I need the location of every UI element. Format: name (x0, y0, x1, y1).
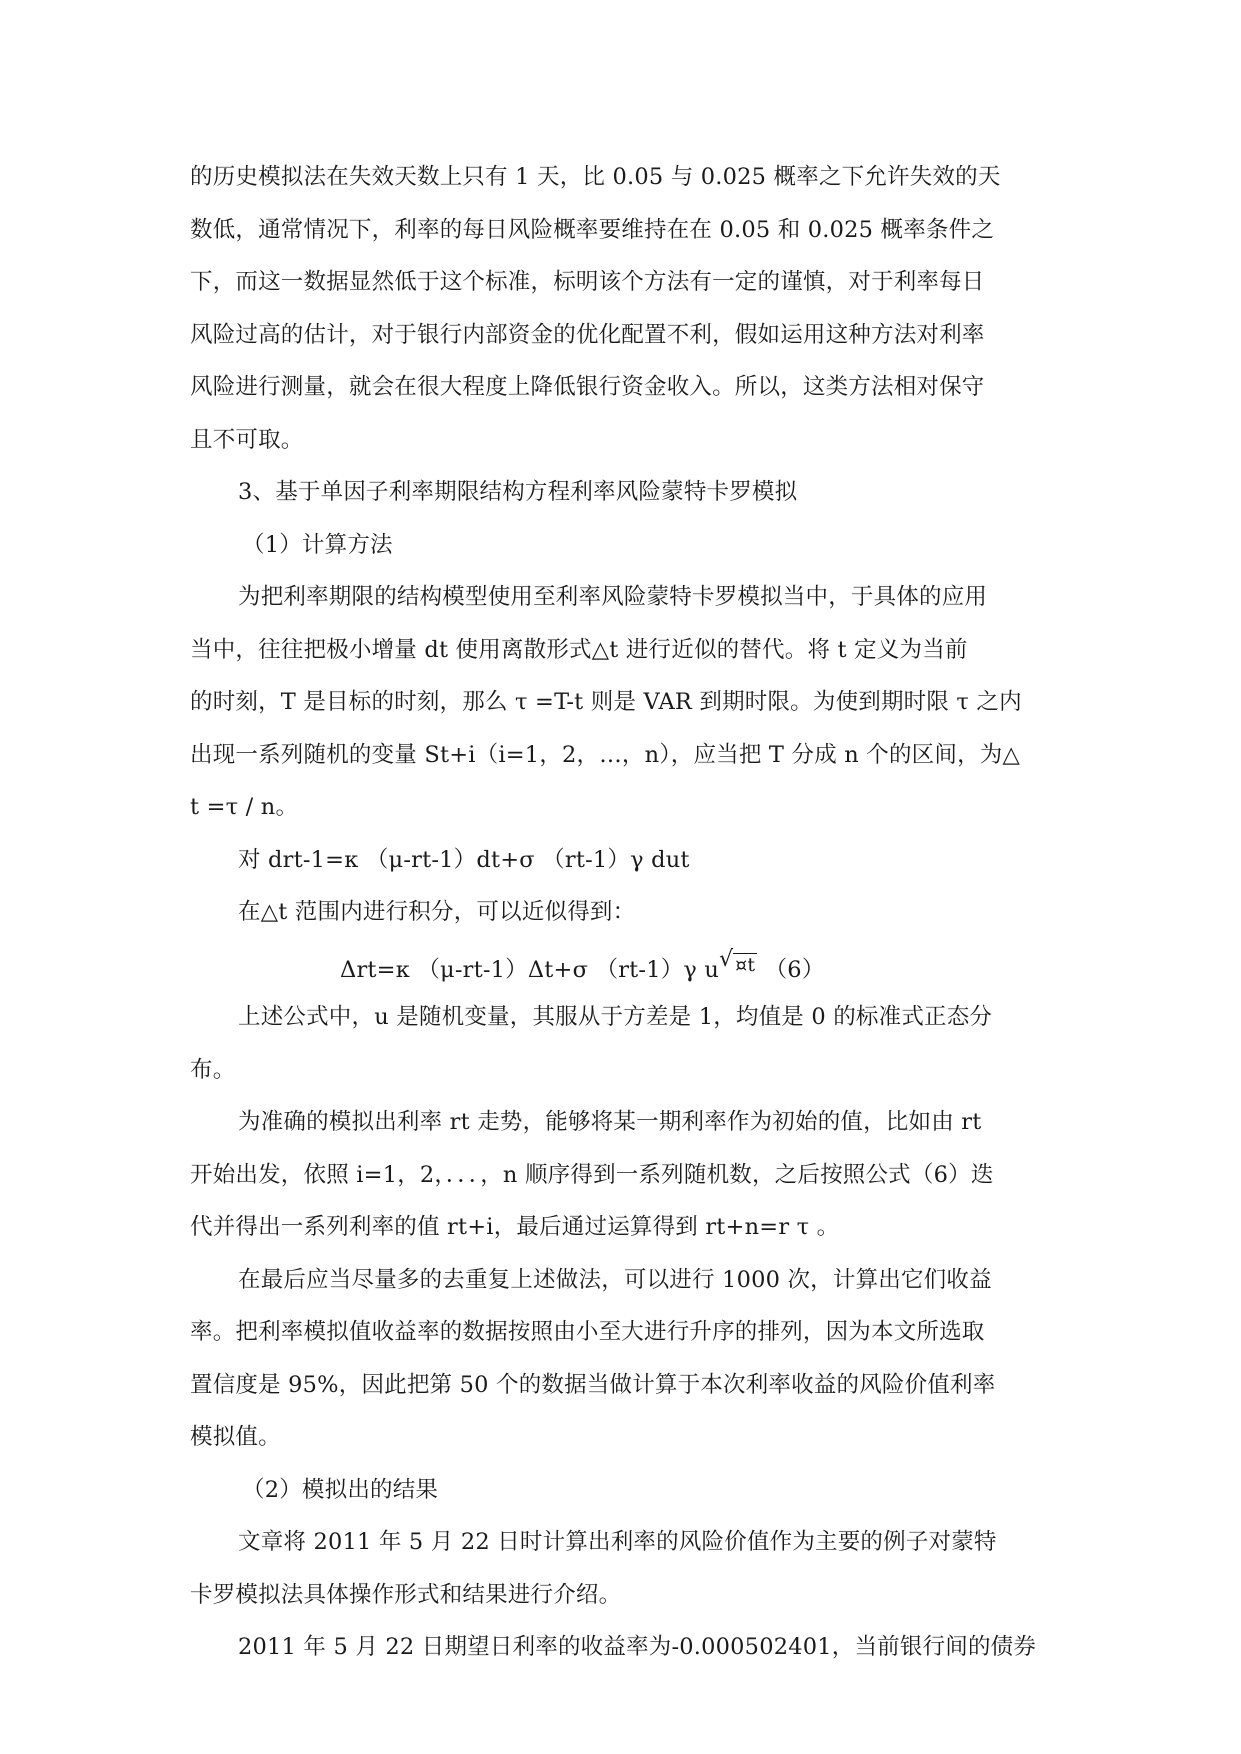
paragraph-simulate (190, 1096, 1056, 1254)
text-line: 风险进行测量，就会在很大程度上降低银行资金收入。所以，这类方法相对保守 (190, 374, 985, 400)
paragraph-method (190, 571, 1056, 834)
text-line: 在最后应当尽量多的去重复上述做法，可以进行 1000 次，计算出它们收益 (238, 1266, 992, 1293)
paragraph-last: 2011 年 5 月 22 日期望日利率的收益率为-0.000502401，当前银行间的债券 (238, 1634, 1037, 1660)
formula-6 (190, 939, 1056, 992)
text-line: 布。 (190, 1056, 236, 1083)
sub-heading-method: （1）计算方法 (242, 531, 393, 558)
document-body (190, 151, 1056, 1674)
integrate-line: 在△t 范围内进行积分，可以近似得到： (238, 899, 636, 925)
section-title: 3、基于单因子利率期限结构方程利率风险蒙特卡罗模拟 (238, 479, 798, 505)
text-line: t =τ / n。 (190, 794, 299, 820)
sqrt-expression (719, 939, 757, 992)
paragraph-repeat (190, 1254, 1056, 1464)
formula-radicand: ¤t (735, 953, 756, 976)
text-line: 的时刻，T 是目标的时刻，那么 τ =T-t 则是 VAR 到期时限。为使到期时限 τ 之内 (190, 689, 1022, 715)
text-line: 为准确的模拟出利率 rt 走势，能够将某一期利率作为初始的值，比如由 rt (238, 1109, 982, 1135)
formula-main: Δrt=κ （μ-rt-1）Δt+σ （rt-1）γ u (340, 956, 720, 983)
text-line: 置信度是 95%，因此把第 50 个的数据当做计算于本次利率收益的风险价值利率 (190, 1371, 996, 1398)
formula-number: （6） (764, 956, 825, 983)
text-line: 卡罗模拟法具体操作形式和结果进行介绍。 (190, 1581, 622, 1608)
paragraph-historical-simulation (190, 151, 1056, 466)
text-line: 文章将 2011 年 5 月 22 日时计算出利率的风险价值作为主要的例子对蒙特 (238, 1529, 997, 1555)
text-line: 风险过高的估计，对于银行内部资金的优化配置不利，假如运用这种方法对利率 (190, 321, 985, 348)
text-line: 出现一系列随机的变量 St+i（i=1，2，…，n），应当把 T 分成 n 个的区间，为△ (190, 741, 1020, 768)
text-line: 代并得出一系列利率的值 rt+i，最后通过运算得到 rt+n=r τ 。 (190, 1214, 840, 1240)
text-line: 的历史模拟法在失效天数上只有 1 天，比 0.05 与 0.025 概率之下允许失效的天 (190, 164, 1001, 190)
text-line: 且不可取。 (190, 426, 304, 453)
sub-heading-result: （2）模拟出的结果 (242, 1476, 439, 1503)
text-line: 数低，通常情况下，利率的每日风险概率要维持在在 0.05 和 0.025 概率条件之 (190, 216, 995, 243)
text-line: 开始出发，依照 i=1，2，．．．，n 顺序得到一系列随机数，之后按照公式（6）迭 (190, 1161, 994, 1188)
text-line: 上述公式中，u 是随机变量，其服从于方差是 1，均值是 0 的标准式正态分 (238, 1004, 993, 1030)
text-line: 率。把利率模拟值收益率的数据按照由小至大进行升序的排列，因为本文所选取 (190, 1319, 985, 1345)
equation-line: 对 drt-1=κ （μ-rt-1）dt+σ （rt-1）γ dut (238, 846, 690, 873)
radical-sign-icon: √ (719, 946, 734, 972)
paragraph-result (190, 1516, 1056, 1621)
text-line: 为把利率期限的结构模型使用至利率风险蒙特卡罗模拟当中，于具体的应用 (238, 584, 988, 610)
text-line: 当中，往往把极小增量 dt 使用离散形式△t 进行近似的替代。将 t 定义为当前 (190, 636, 968, 663)
paragraph-u-variable (190, 991, 1056, 1096)
text-line: 模拟值。 (190, 1424, 281, 1450)
text-line: 下，而这一数据显然低于这个标准，标明该个方法有一定的谨慎，对于利率每日 (190, 269, 985, 295)
